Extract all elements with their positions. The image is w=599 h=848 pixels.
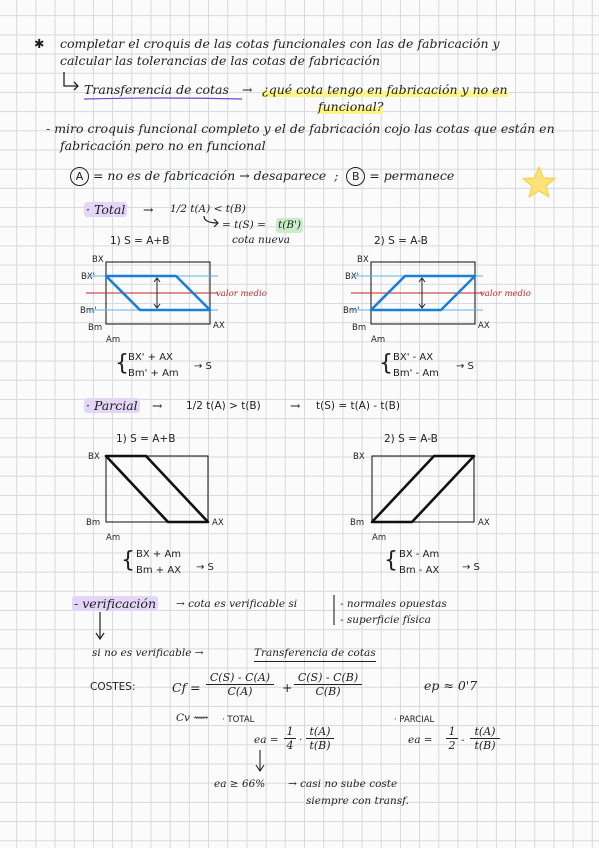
costes-f1-den: C(A) xyxy=(227,685,253,698)
costes-parcial-d2: t(B) xyxy=(474,739,496,752)
total-right-eq-result: → S xyxy=(456,361,474,372)
parcial-right-diagram xyxy=(370,452,476,524)
total-result-rhs: t(B') xyxy=(278,219,302,231)
b-circle: B xyxy=(346,167,365,186)
intro-line-2: calcular las tolerancias de las cotas de fabricación xyxy=(60,53,381,68)
parcial-left-eq2: Bm + AX xyxy=(136,565,182,576)
costes-total-n2: t(A) xyxy=(306,725,334,739)
costes-ea-note-1: → casi no sube coste xyxy=(288,778,398,790)
ab-line xyxy=(70,167,454,186)
transfer-question-b: funcional? xyxy=(318,99,384,114)
parcial-right-ax: AX xyxy=(478,518,490,528)
parcial-right-bm: Bm xyxy=(350,518,365,528)
costes-parcial-label: · PARCIAL xyxy=(394,715,435,725)
star-icon xyxy=(520,164,558,202)
costes-plus: + xyxy=(282,680,293,695)
costes-ea-parcial: ea = xyxy=(408,734,433,746)
intro-line-1: completar el croquis de las cotas funcionales con las de fabricación y xyxy=(60,36,500,51)
total-right-bx: BX xyxy=(357,255,369,265)
bullet-icon: ✱ xyxy=(34,36,45,51)
total-right-bm: Bm xyxy=(352,323,367,333)
total-left-eq-brace: { xyxy=(115,351,129,376)
total-left-bm: Bm xyxy=(88,323,103,333)
parcial-right-eq1: BX - Am xyxy=(399,549,440,560)
parcial-arrow-2: → xyxy=(290,398,301,413)
total-result-note: cota nueva xyxy=(232,234,290,246)
total-left-bx1: BX' xyxy=(81,272,95,282)
total-right-diagram xyxy=(365,258,481,328)
parcial-right-eq-brace: { xyxy=(384,548,398,573)
parcial-left-am: Am xyxy=(106,533,121,543)
total-left-diagram xyxy=(100,258,216,328)
parcial-right-eq-result: → S xyxy=(462,562,480,573)
total-left-eq2: Bm' + Am xyxy=(128,368,179,379)
costes-parcial-n1: 1 xyxy=(446,725,458,739)
parcial-right-eq2: Bm - AX xyxy=(399,565,440,576)
total-condition: 1/2 t(A) < t(B) xyxy=(170,203,246,215)
hook-arrow-icon xyxy=(62,70,80,92)
parcial-label: · Parcial xyxy=(86,398,138,413)
costes-ep: ep ≈ 0'7 xyxy=(424,678,478,693)
verif-bracket xyxy=(332,595,336,627)
total-right-title: 2) S = A-B xyxy=(374,235,428,247)
transfer-underline xyxy=(84,97,244,101)
parcial-condition: 1/2 t(A) > t(B) xyxy=(186,400,261,412)
compare-line-1: - miro croquis funcional completo y el de fabricación cojo las cotas que están en xyxy=(46,121,555,136)
parcial-left-eq-result: → S xyxy=(196,562,214,573)
costes-parcial-frac-1 xyxy=(446,725,458,752)
total-left-bx: BX xyxy=(92,255,104,265)
costes-parcial-d1: 2 xyxy=(448,739,456,752)
total-left-title: 1) S = A+B xyxy=(110,235,170,247)
total-right-value-label: valor medio xyxy=(480,289,531,299)
total-right-bm1: Bm' xyxy=(343,306,360,316)
costes-f2-den: C(B) xyxy=(315,685,341,698)
costes-fraction-1 xyxy=(206,671,274,698)
total-right-eq-brace: { xyxy=(379,351,393,376)
parcial-left-ax: AX xyxy=(212,518,224,528)
total-right-am: Am xyxy=(371,335,386,345)
a-text: = no es de fabricación → desaparece xyxy=(92,168,327,183)
costes-total-dot: · xyxy=(299,734,303,746)
ab-separator: ; xyxy=(334,168,339,183)
parcial-right-bx: BX xyxy=(353,452,365,462)
verif-no-result: Transferencia de cotas xyxy=(254,646,376,662)
a-circle: A xyxy=(70,167,89,186)
costes-cv: Cv ⟿ xyxy=(176,712,209,724)
transfer-label: Transferencia de cotas xyxy=(84,82,229,97)
costes-total-frac-2 xyxy=(306,725,334,752)
parcial-arrow-1: → xyxy=(152,398,163,413)
parcial-left-diagram xyxy=(104,452,210,524)
total-label: · Total xyxy=(86,202,126,217)
total-result-lhs: = t(S) = xyxy=(222,219,266,231)
costes-parcial-minus: - xyxy=(461,734,465,746)
verif-text: → cota es verificable si xyxy=(176,598,298,610)
parcial-right-am: Am xyxy=(372,533,387,543)
costes-fraction-2 xyxy=(294,671,362,698)
costes-label: COSTES: xyxy=(90,681,136,693)
verif-no-text: si no es verificable → xyxy=(92,647,204,659)
parcial-left-title: 1) S = A+B xyxy=(116,433,176,445)
transfer-arrow: → xyxy=(242,82,253,97)
total-left-am: Am xyxy=(106,335,121,345)
total-left-eq1: BX' + AX xyxy=(128,352,173,363)
parcial-result: t(S) = t(A) - t(B) xyxy=(316,400,400,412)
parcial-left-eq1: BX + Am xyxy=(136,549,182,560)
costes-ea-condition: ea ≥ 66% xyxy=(214,778,266,790)
costes-total-d2: t(B) xyxy=(309,739,331,752)
parcial-left-eq-brace: { xyxy=(121,548,135,573)
parcial-right-title: 2) S = A-B xyxy=(384,433,438,445)
costes-total-n1: 1 xyxy=(284,725,296,739)
total-right-eq2: Bm' - Am xyxy=(393,368,439,379)
costes-f1-num: C(S) - C(A) xyxy=(206,671,274,685)
costes-parcial-n2: t(A) xyxy=(470,725,500,739)
verif-cond-2: - superficie física xyxy=(340,614,431,626)
verif-down-arrow-icon xyxy=(94,612,106,642)
total-left-eq-result: → S xyxy=(194,361,212,372)
total-hook-icon xyxy=(202,214,222,228)
verif-label: - verificación xyxy=(74,596,156,611)
compare-line-2: fabricación pero no en funcional xyxy=(60,138,266,153)
total-right-ax: AX xyxy=(478,321,490,331)
verif-cond-1: - normales opuestas xyxy=(340,598,447,610)
costes-total-d1: 4 xyxy=(286,739,294,752)
transfer-question-a: ¿qué cota tengo en fabricación y no en xyxy=(262,82,508,97)
total-left-bm1: Bm' xyxy=(80,306,97,316)
total-arrow: → xyxy=(143,202,154,217)
total-left-ax: AX xyxy=(213,321,225,331)
b-text: = permanece xyxy=(369,168,455,183)
costes-parcial-frac-2 xyxy=(470,725,500,752)
costes-down-arrow-icon xyxy=(254,750,266,774)
costes-cf: Cf = xyxy=(172,680,201,695)
parcial-left-bx: BX xyxy=(88,452,100,462)
total-right-eq1: BX' - AX xyxy=(393,352,434,363)
parcial-left-bm: Bm xyxy=(86,518,101,528)
total-left-value-label: valor medio xyxy=(216,289,267,299)
total-right-bx1: BX' xyxy=(345,272,359,282)
costes-ea-total: ea = xyxy=(254,734,279,746)
costes-total-frac-1 xyxy=(284,725,296,752)
costes-f2-num: C(S) - C(B) xyxy=(294,671,362,685)
costes-total-label: · TOTAL xyxy=(222,715,255,725)
costes-ea-note-2: siempre con transf. xyxy=(306,795,410,807)
